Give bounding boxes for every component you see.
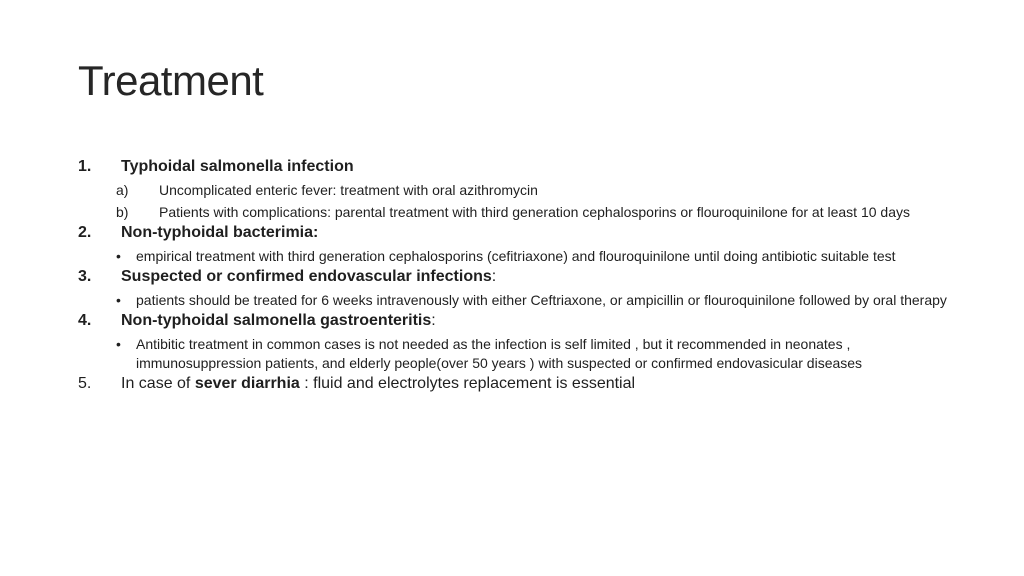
bullet-item <box>116 247 958 266</box>
treatment-list <box>78 156 958 395</box>
slide-title: Treatment <box>78 57 264 104</box>
bullet-icon: • <box>116 292 121 308</box>
item-text-bold: sever diarrhia <box>194 375 300 392</box>
bullet-item <box>116 291 958 310</box>
bullet-icon: • <box>116 248 121 264</box>
item-heading: Non-typhoidal salmonella gastroenteritis <box>121 312 432 329</box>
bullet-text: empirical treatment with third generation cephalosporins (cefitriaxone) and flouroquinilone until doing antibiotic suitable test <box>136 248 896 264</box>
list-item-5 <box>78 373 958 395</box>
sub-item-text: Uncomplicated enteric fever: treatment with oral azithromycin <box>159 182 538 198</box>
bullet-icon: • <box>116 336 121 352</box>
item-number: 3. <box>78 268 92 285</box>
item-heading: Suspected or confirmed endovascular infections <box>121 268 492 285</box>
item-number: 5. <box>78 375 92 392</box>
list-item-2 <box>78 222 958 266</box>
bullet-text: patients should be treated for 6 weeks intravenously with either Ceftriaxone, or ampicillin or flouroquinilone followed by oral therapy <box>136 292 947 308</box>
sub-item-label: b) <box>116 204 129 220</box>
item-heading-wrap <box>121 310 436 332</box>
bullet-item <box>116 335 958 373</box>
item-text-pre: In case of <box>121 375 195 392</box>
item-heading: Typhoidal salmonella infection <box>121 158 354 175</box>
item-number: 2. <box>78 224 92 241</box>
list-item-3 <box>78 266 958 310</box>
item-number: 4. <box>78 312 92 329</box>
sub-item-a <box>116 181 958 200</box>
bullet-text: Antibitic treatment in common cases is not needed as the infection is self limited , but it recommended in neonates , immunosuppression patients, and elderly people(over 50 years ) with suspected or confirmed endovasicular diseases <box>136 336 863 371</box>
sub-item-b <box>116 203 958 222</box>
item-text <box>121 373 635 395</box>
item-heading-wrap <box>121 266 496 288</box>
list-item-1 <box>78 156 958 222</box>
heading-suffix: : <box>491 268 497 285</box>
item-number: 1. <box>78 158 92 175</box>
sub-item-text: Patients with complications: parental treatment with third generation cephalosporins or flouroquinilone for at least 10 days <box>159 204 910 220</box>
sub-item-label: a) <box>116 182 129 198</box>
heading-suffix: : <box>431 312 436 329</box>
item-text-post: : fluid and electrolytes replacement is essential <box>299 375 636 392</box>
item-heading: Non-typhoidal bacterimia: <box>121 224 319 241</box>
list-item-4 <box>78 310 958 373</box>
